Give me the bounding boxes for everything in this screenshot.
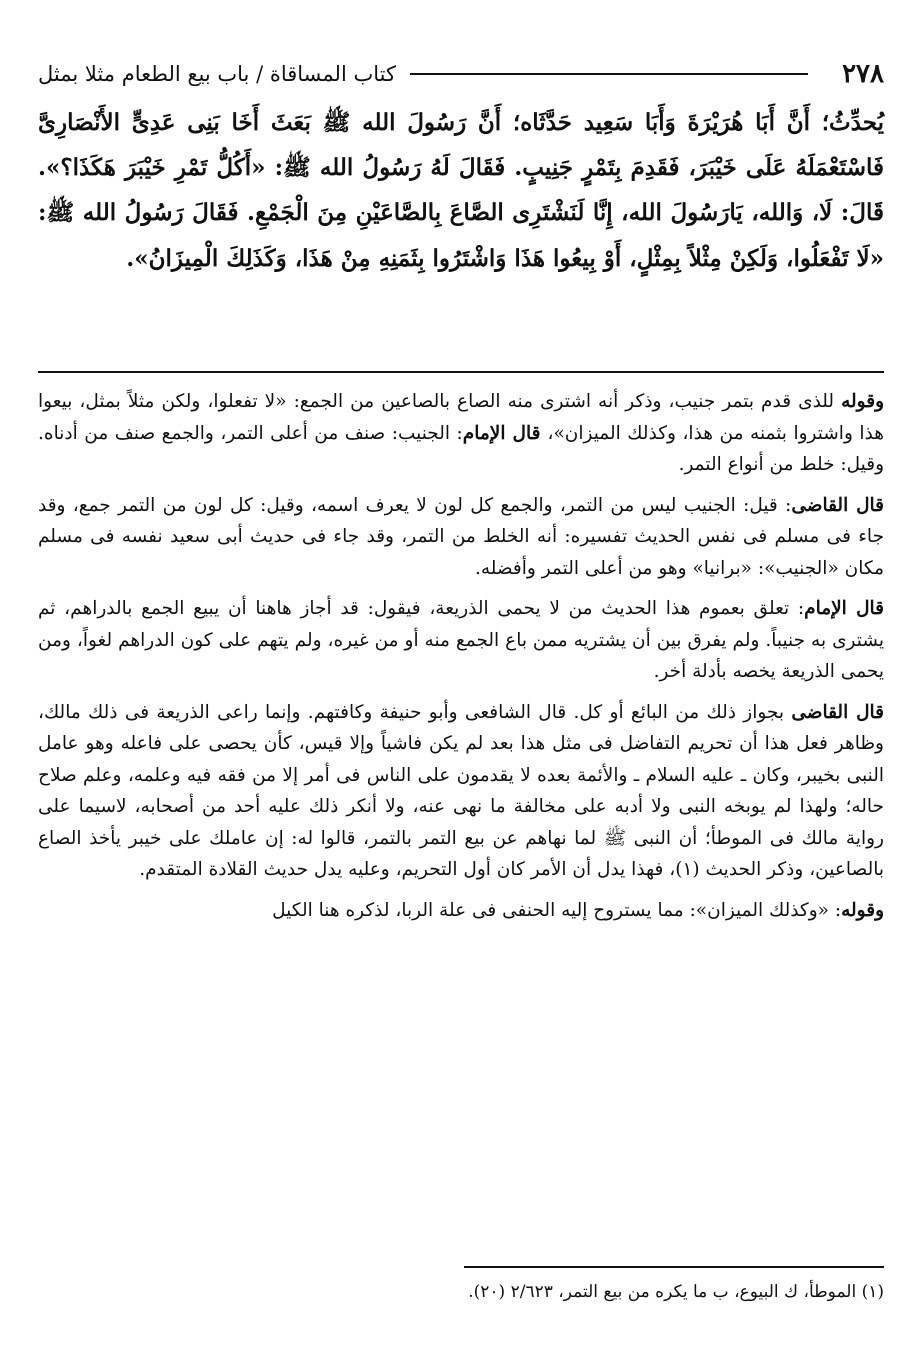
- paragraph-lead: قال القاضى: [791, 494, 884, 516]
- paragraph-text: : «وكذلك الميزان»: مما يستروح إليه الحنفى فى علة الربا، لذكره هنا الكيل: [272, 899, 842, 921]
- commentary-paragraph: [38, 593, 884, 688]
- paragraph-lead: قال القاضى: [791, 701, 884, 723]
- commentary-paragraph: [38, 697, 884, 886]
- paragraph-text: بجواز ذلك من البائع أو كل. قال الشافعى وأبو حنيفة وكافتهم. وإنما راعى الذريعة فى ذلك مالك، وظاهر فعل هذا أن تحريم التفاضل فى مثل هذا بعد لم يكن فاشياً وإلا قيس، كأن يحصى على فاعله وهو عامل النبى بخيبر، وكان ـ عليه السلام ـ والأئمة بعده لا يقدمون على الناس فى أمر إلا من فقه فيه وعلمه، وعلم صلاح حاله؛ ولهذا لم يوبخه النبى ولا أدبه على مخالفة ما نهى عنه، ولا أنكر ذلك عليه أحد من أصحابه، لاسيما على رواية مالك فى الموطأ؛ أن النبى ﷺ لما نهاهم عن بيع التمر بالتمر، قالوا له: إن عاملك على خيبر يأخذ الصاع بالصاعين، وذكر الحديث (١)، فهذا يدل أن الأمر كان أول التحريم، وعليه يدل حديث القلادة المتقدم.: [38, 701, 884, 880]
- hadith-text: يُحدِّثُ؛ أَنَّ أَبَا هُرَيْرَةَ وَأَبَا سَعِيد حَدَّثَاه؛ أَنَّ رَسُولَ الله ﷺ بَعَثَ أَخَا بَنِى عَدِىٍّ الأَنْصَارِىَّ فَاسْتَعْمَلَهُ عَلَى خَيْبَرَ، فَقَدِمَ بِتَمْرٍ جَنِيبٍ. فَقَالَ لَهُ رَسُولُ الله ﷺ: «أَكُلُّ تَمْرِ خَيْبَرَ هَكَذَا؟». قَالَ: لَا، وَالله، يَارَسُولَ الله، إِنَّا لَنَشْتَرِى الصَّاعَ بِالصَّاعَيْنِ مِنَ الْجَمْعِ. فَقَالَ رَسُولُ الله ﷺ: «لَا تَفْعَلُوا، وَلَكِنْ مِثْلاً بِمِثْلٍ، أَوْ بِيعُوا هَذَا وَاشْتَرُوا بِثَمَنِهِ مِنْ هَذَا، وَكَذَلِكَ الْمِيزَانُ».: [38, 109, 884, 272]
- paragraph-text: : الجنيب: صنف من أعلى التمر، والجمع صنف من أدناه. وقيل: خلط من أنواع التمر.: [38, 422, 884, 475]
- paragraph-text: : تعلق بعموم هذا الحديث من لا يحمى الذريعة، فيقول: قد أجاز هاهنا أن يبيع الجمع بالدراهم، ثم يشترى به جنيباً. ولم يفرق بين أن يشتريه ممن باع الجمع منه أو من غيره، ولم يتهم على كون الدراهم لغواً، ومن يحمى الذريعة يخصه بأدلة أخر.: [38, 598, 884, 682]
- running-header: [38, 56, 884, 92]
- paragraph-lead: قال الإمام: [804, 598, 884, 619]
- header-rule: [410, 73, 808, 75]
- paragraph-text: للذى قدم بتمر جنيب، وذكر أنه اشترى منه الصاع بالصاعين من الجمع: «لا تفعلوا، ولكن مثلاً بمثل، بيعوا هذا واشتروا بثمنه من هذا، وكذلك الميزان»،: [38, 391, 884, 444]
- footnote: (١) الموطأ، ك البيوع، ب ما يكره من بيع التمر، ٢/٦٢٣ (٢٠).: [468, 1282, 884, 1302]
- main-divider: [38, 371, 884, 373]
- commentary-paragraph: [38, 490, 884, 585]
- paragraph-lead: وقوله: [841, 391, 884, 412]
- paragraph-lead: وقوله: [841, 899, 884, 921]
- commentary-paragraph: [38, 386, 884, 481]
- page-number: ٢٧٨: [842, 59, 884, 89]
- running-title: كتاب المساقاة / باب بيع الطعام مثلا بمثل: [38, 62, 396, 86]
- footnote-divider: [464, 1266, 884, 1268]
- commentary-paragraph: [38, 895, 884, 927]
- paragraph-text: : قيل: الجنيب ليس من التمر، والجمع كل لون لا يعرف اسمه، وقيل: كل لون من التمر جمع، وقد جاء فى مسلم فى نفس الحديث تفسيره: أنه الخلط من التمر، وقد جاء فى حديث أبى سعيد نفسه فى مسلم مكان «الجنيب»: «برانيا» وهو من أعلى التمر وأفضله.: [38, 494, 884, 579]
- commentary: [38, 386, 884, 935]
- paragraph-lead: قال الإمام: [462, 422, 548, 444]
